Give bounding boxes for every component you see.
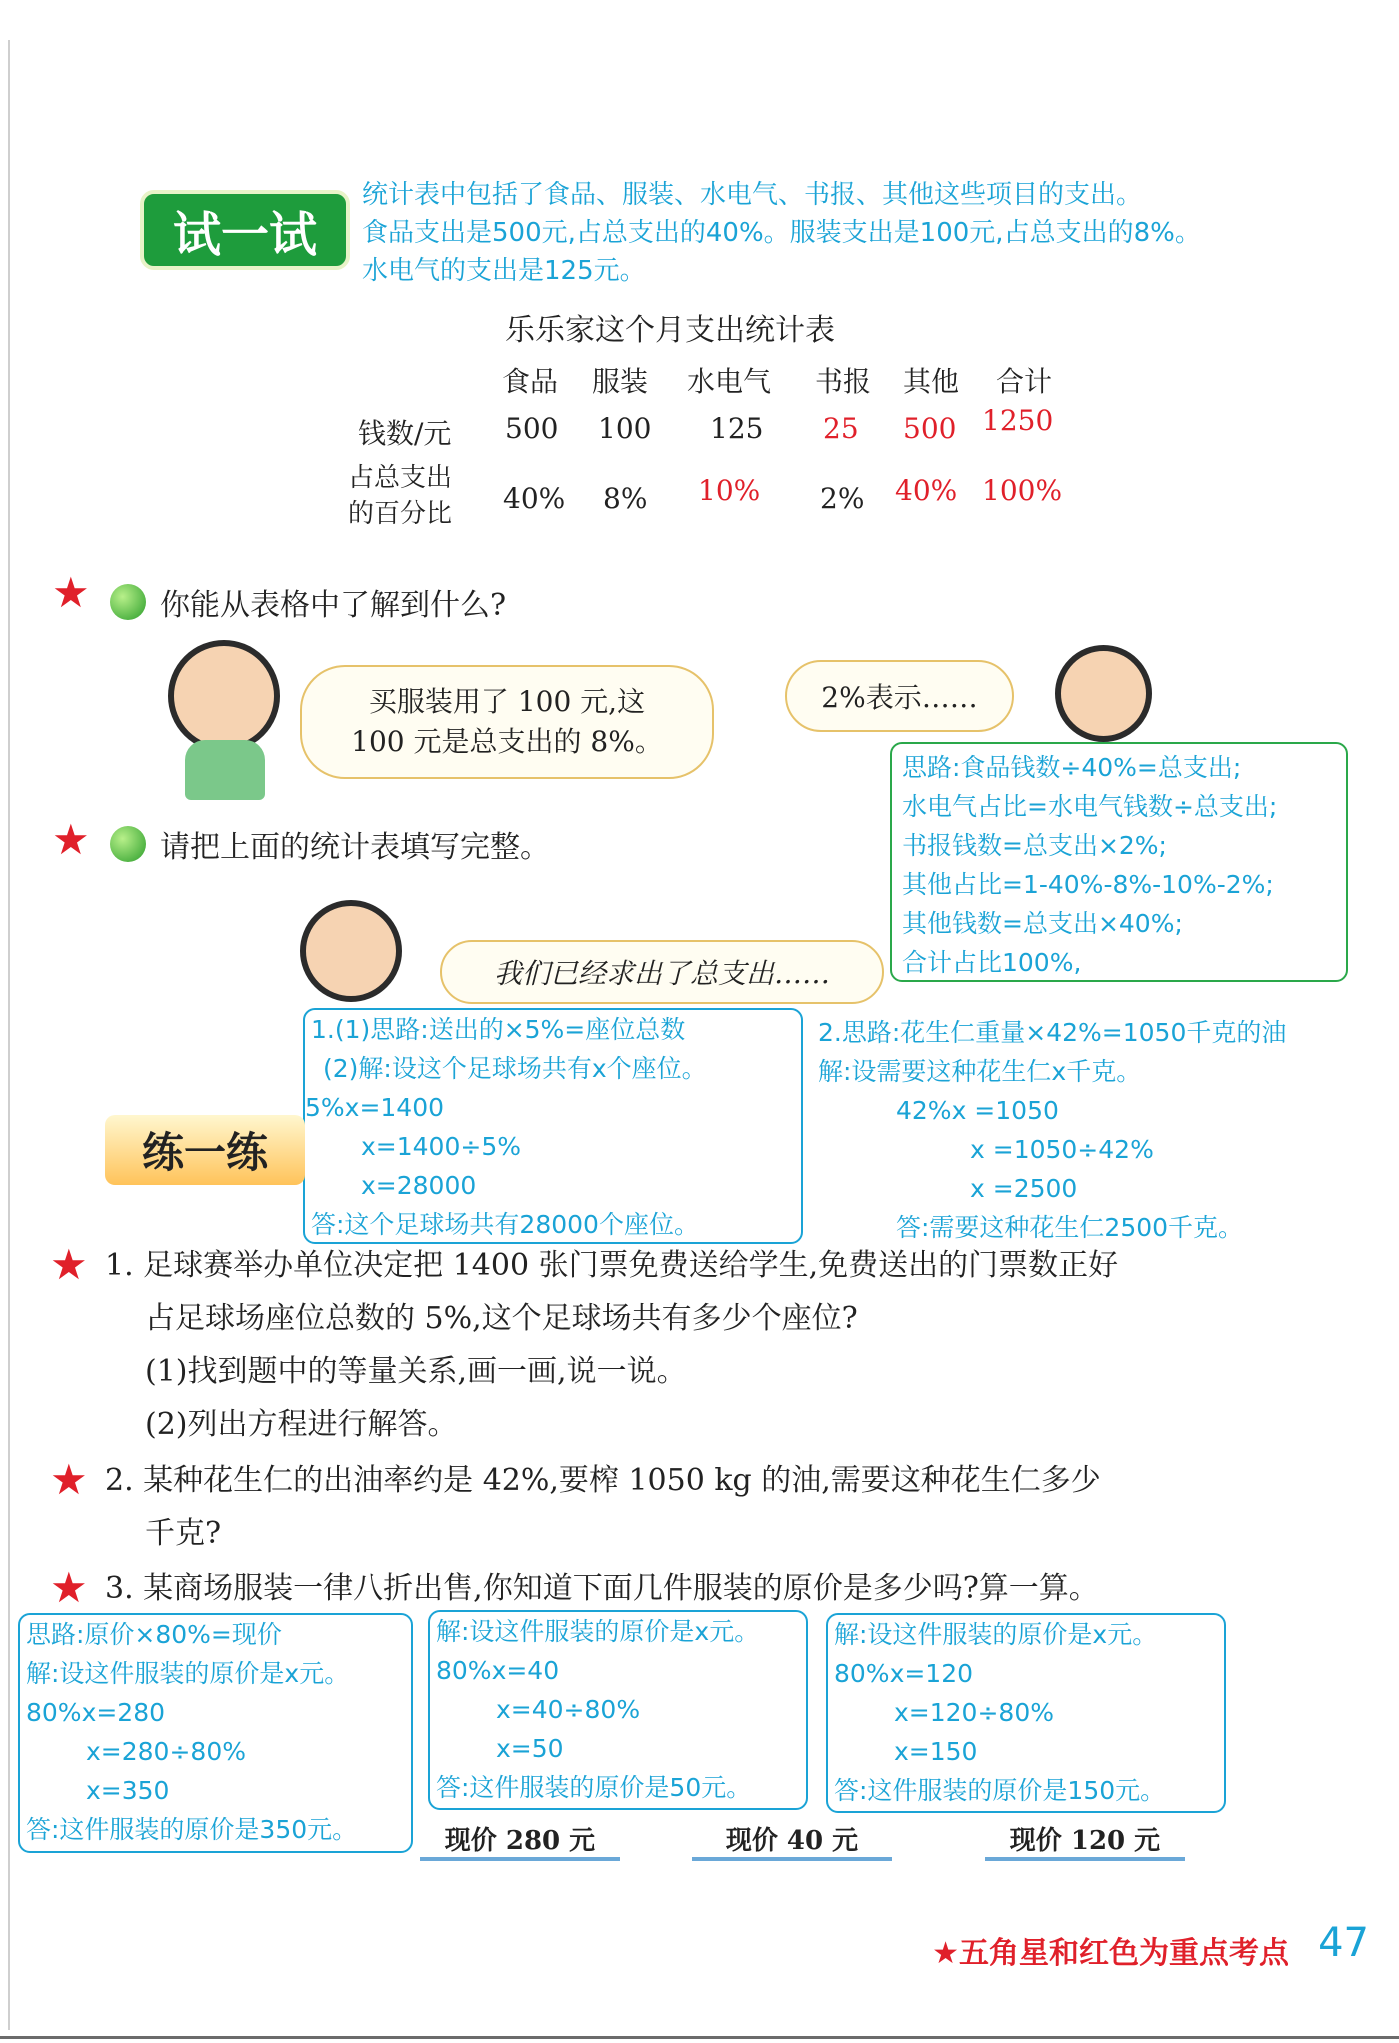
answer-line: x =2500 (970, 1174, 1078, 1203)
bubble-line: 100 元是总支出的 8%。 (351, 725, 663, 758)
table-title: 乐乐家这个月支出统计表 (505, 313, 835, 348)
green-dot-icon (110, 826, 146, 862)
table-cell: 40% (503, 482, 566, 515)
hint-line: 其他钱数=总支出×40%; (902, 909, 1183, 938)
answer-line: 80%x=40 (436, 1656, 560, 1685)
hint-box (890, 742, 1348, 982)
boy-avatar (168, 640, 280, 752)
boy-body (185, 740, 265, 800)
answer-line: 答:这件服装的原价是350元。 (26, 1815, 358, 1844)
table-cell-answer: 1250 (982, 404, 1054, 437)
answer-line: x=350 (86, 1776, 170, 1805)
question-fill: 请把上面的统计表填写完整。 (160, 830, 550, 865)
star-icon: ★ (50, 1455, 88, 1504)
row-label-line: 占总支出 (348, 463, 453, 493)
try-badge: 试一试 (140, 190, 350, 270)
header-cell: 水电气 (687, 365, 772, 398)
answer-line: 2.思路:花生仁重量×42%=1050千克的油 (818, 1018, 1287, 1047)
footer-note: ★五角星和红色为重点考点 (932, 1936, 1289, 1971)
table-cell: 125 (710, 412, 764, 445)
practice-badge: 练一练 (105, 1115, 305, 1185)
problem-1-sub-2: (2)列出方程进行解答。 (145, 1407, 458, 1442)
page-number: 47 (1318, 1920, 1369, 1966)
green-dot-icon (110, 584, 146, 620)
answer-line: x =1050÷42% (970, 1135, 1154, 1164)
answer-line: x=150 (894, 1737, 978, 1766)
answer-line: 答:这个足球场共有28000个座位。 (311, 1210, 699, 1239)
answer-line: 5%x=1400 (305, 1093, 445, 1122)
answer-line: 解:设需要这种花生仁x千克。 (818, 1057, 1142, 1086)
answer-line: 1.(1)思路:送出的×5%=座位总数 (311, 1015, 686, 1044)
table-cell-answer: 100% (982, 474, 1063, 507)
answer-line: x=280÷80% (86, 1737, 246, 1766)
table-cell: 500 (505, 412, 559, 445)
page-bottom-line (0, 2036, 1399, 2039)
problem-2-line-2: 千克? (145, 1516, 222, 1551)
hint-line: 思路:食品钱数÷40%=总支出; (902, 753, 1242, 782)
table-cell: 8% (603, 482, 648, 515)
problem-1-line-1: 1. 足球赛举办单位决定把 1400 张门票免费送给学生,免费送出的门票数正好 (105, 1248, 1119, 1283)
hint-line: 水电气的支出是125元。 (362, 256, 646, 286)
price-tag: 现价 120 元 (985, 1820, 1185, 1861)
answer-box-3c (826, 1613, 1226, 1813)
star-icon: ★ (52, 568, 90, 617)
header-cell: 食品 (502, 365, 559, 398)
answer-box-3b (428, 1610, 808, 1810)
answer-line: x=1400÷5% (361, 1132, 521, 1161)
answer-line: 思路:原价×80%=现价 (26, 1620, 282, 1649)
try-hint (362, 176, 1362, 290)
answer-line: 42%x =1050 (896, 1096, 1059, 1125)
problem-1-line-2: 占足球场座位总数的 5%,这个足球场共有多少个座位? (145, 1301, 858, 1336)
problem-1-sub-1: (1)找到题中的等量关系,画一画,说一说。 (145, 1354, 687, 1389)
problem-3-line: 3. 某商场服装一律八折出售,你知道下面几件服装的原价是多少吗?算一算。 (105, 1571, 1099, 1606)
hint-line: 其他占比=1-40%-8%-10%-2%; (902, 870, 1274, 899)
row-label (348, 460, 452, 532)
table-cell-answer: 500 (903, 412, 957, 445)
answer-2 (818, 1013, 1286, 1247)
answer-line: 解:设这件服装的原价是x元。 (436, 1617, 760, 1646)
row-label: 钱数/元 (358, 417, 452, 450)
answer-line: x=120÷80% (894, 1698, 1054, 1727)
star-icon: ★ (50, 1563, 88, 1612)
answer-line: 解:设这件服装的原价是x元。 (26, 1659, 350, 1688)
answer-box-1 (303, 1008, 803, 1244)
hint-line: 统计表中包括了食品、服装、水电气、书报、其他这些项目的支出。 (362, 180, 1143, 210)
answer-line: 答:这件服装的原价是150元。 (834, 1776, 1166, 1805)
star-icon: ★ (50, 1240, 88, 1289)
answer-line: 80%x=280 (26, 1698, 166, 1727)
answer-line: 答:这件服装的原价是50元。 (436, 1773, 752, 1802)
hint-line: 水电气占比=水电气钱数÷总支出; (902, 792, 1278, 821)
hint-line: 食品支出是500元,占总支出的40%。服装支出是100元,占总支出的8%。 (362, 218, 1201, 248)
hint-line: 书报钱数=总支出×2%; (902, 831, 1167, 860)
hint-line: 合计占比100%, (902, 948, 1082, 977)
boy-speech-bubble (300, 665, 714, 779)
row-label-line: 的百分比 (348, 499, 453, 529)
answer-line: 答:需要这种花生仁2500千克。 (896, 1213, 1244, 1242)
problem-2-line-1: 2. 某种花生仁的出油率约是 42%,要榨 1050 kg 的油,需要这种花生仁多少 (105, 1463, 1101, 1498)
star-icon: ★ (52, 815, 90, 864)
header-cell: 服装 (592, 365, 649, 398)
header-cell: 书报 (815, 365, 872, 398)
answer-line: (2)解:设这个足球场共有x个座位。 (323, 1054, 707, 1083)
girl-speech-bubble: 2%表示…… (785, 660, 1014, 732)
table-cell-answer: 10% (698, 474, 761, 507)
price-tag: 现价 280 元 (420, 1820, 620, 1861)
girl-avatar (1055, 645, 1152, 742)
answer-line: x=40÷80% (496, 1695, 641, 1724)
answer-line: 解:设这件服装的原价是x元。 (834, 1620, 1158, 1649)
bubble-line: 买服装用了 100 元,这 (368, 685, 646, 718)
page-edge-line (8, 40, 10, 2030)
girl-avatar (300, 900, 402, 1002)
table-cell-answer: 25 (823, 412, 859, 445)
answer-box-3a (18, 1613, 413, 1853)
price-tag: 现价 40 元 (692, 1820, 892, 1861)
table-cell-answer: 40% (895, 474, 958, 507)
question-what: 你能从表格中了解到什么? (160, 588, 507, 623)
answer-line: 80%x=120 (834, 1659, 974, 1688)
table-cell: 2% (820, 482, 865, 515)
girl-speech-bubble: 我们已经求出了总支出…… (440, 940, 884, 1004)
answer-line: x=50 (496, 1734, 564, 1763)
header-cell: 合计 (996, 365, 1053, 398)
answer-line: x=28000 (361, 1171, 477, 1200)
header-cell: 其他 (903, 365, 960, 398)
table-cell: 100 (598, 412, 652, 445)
